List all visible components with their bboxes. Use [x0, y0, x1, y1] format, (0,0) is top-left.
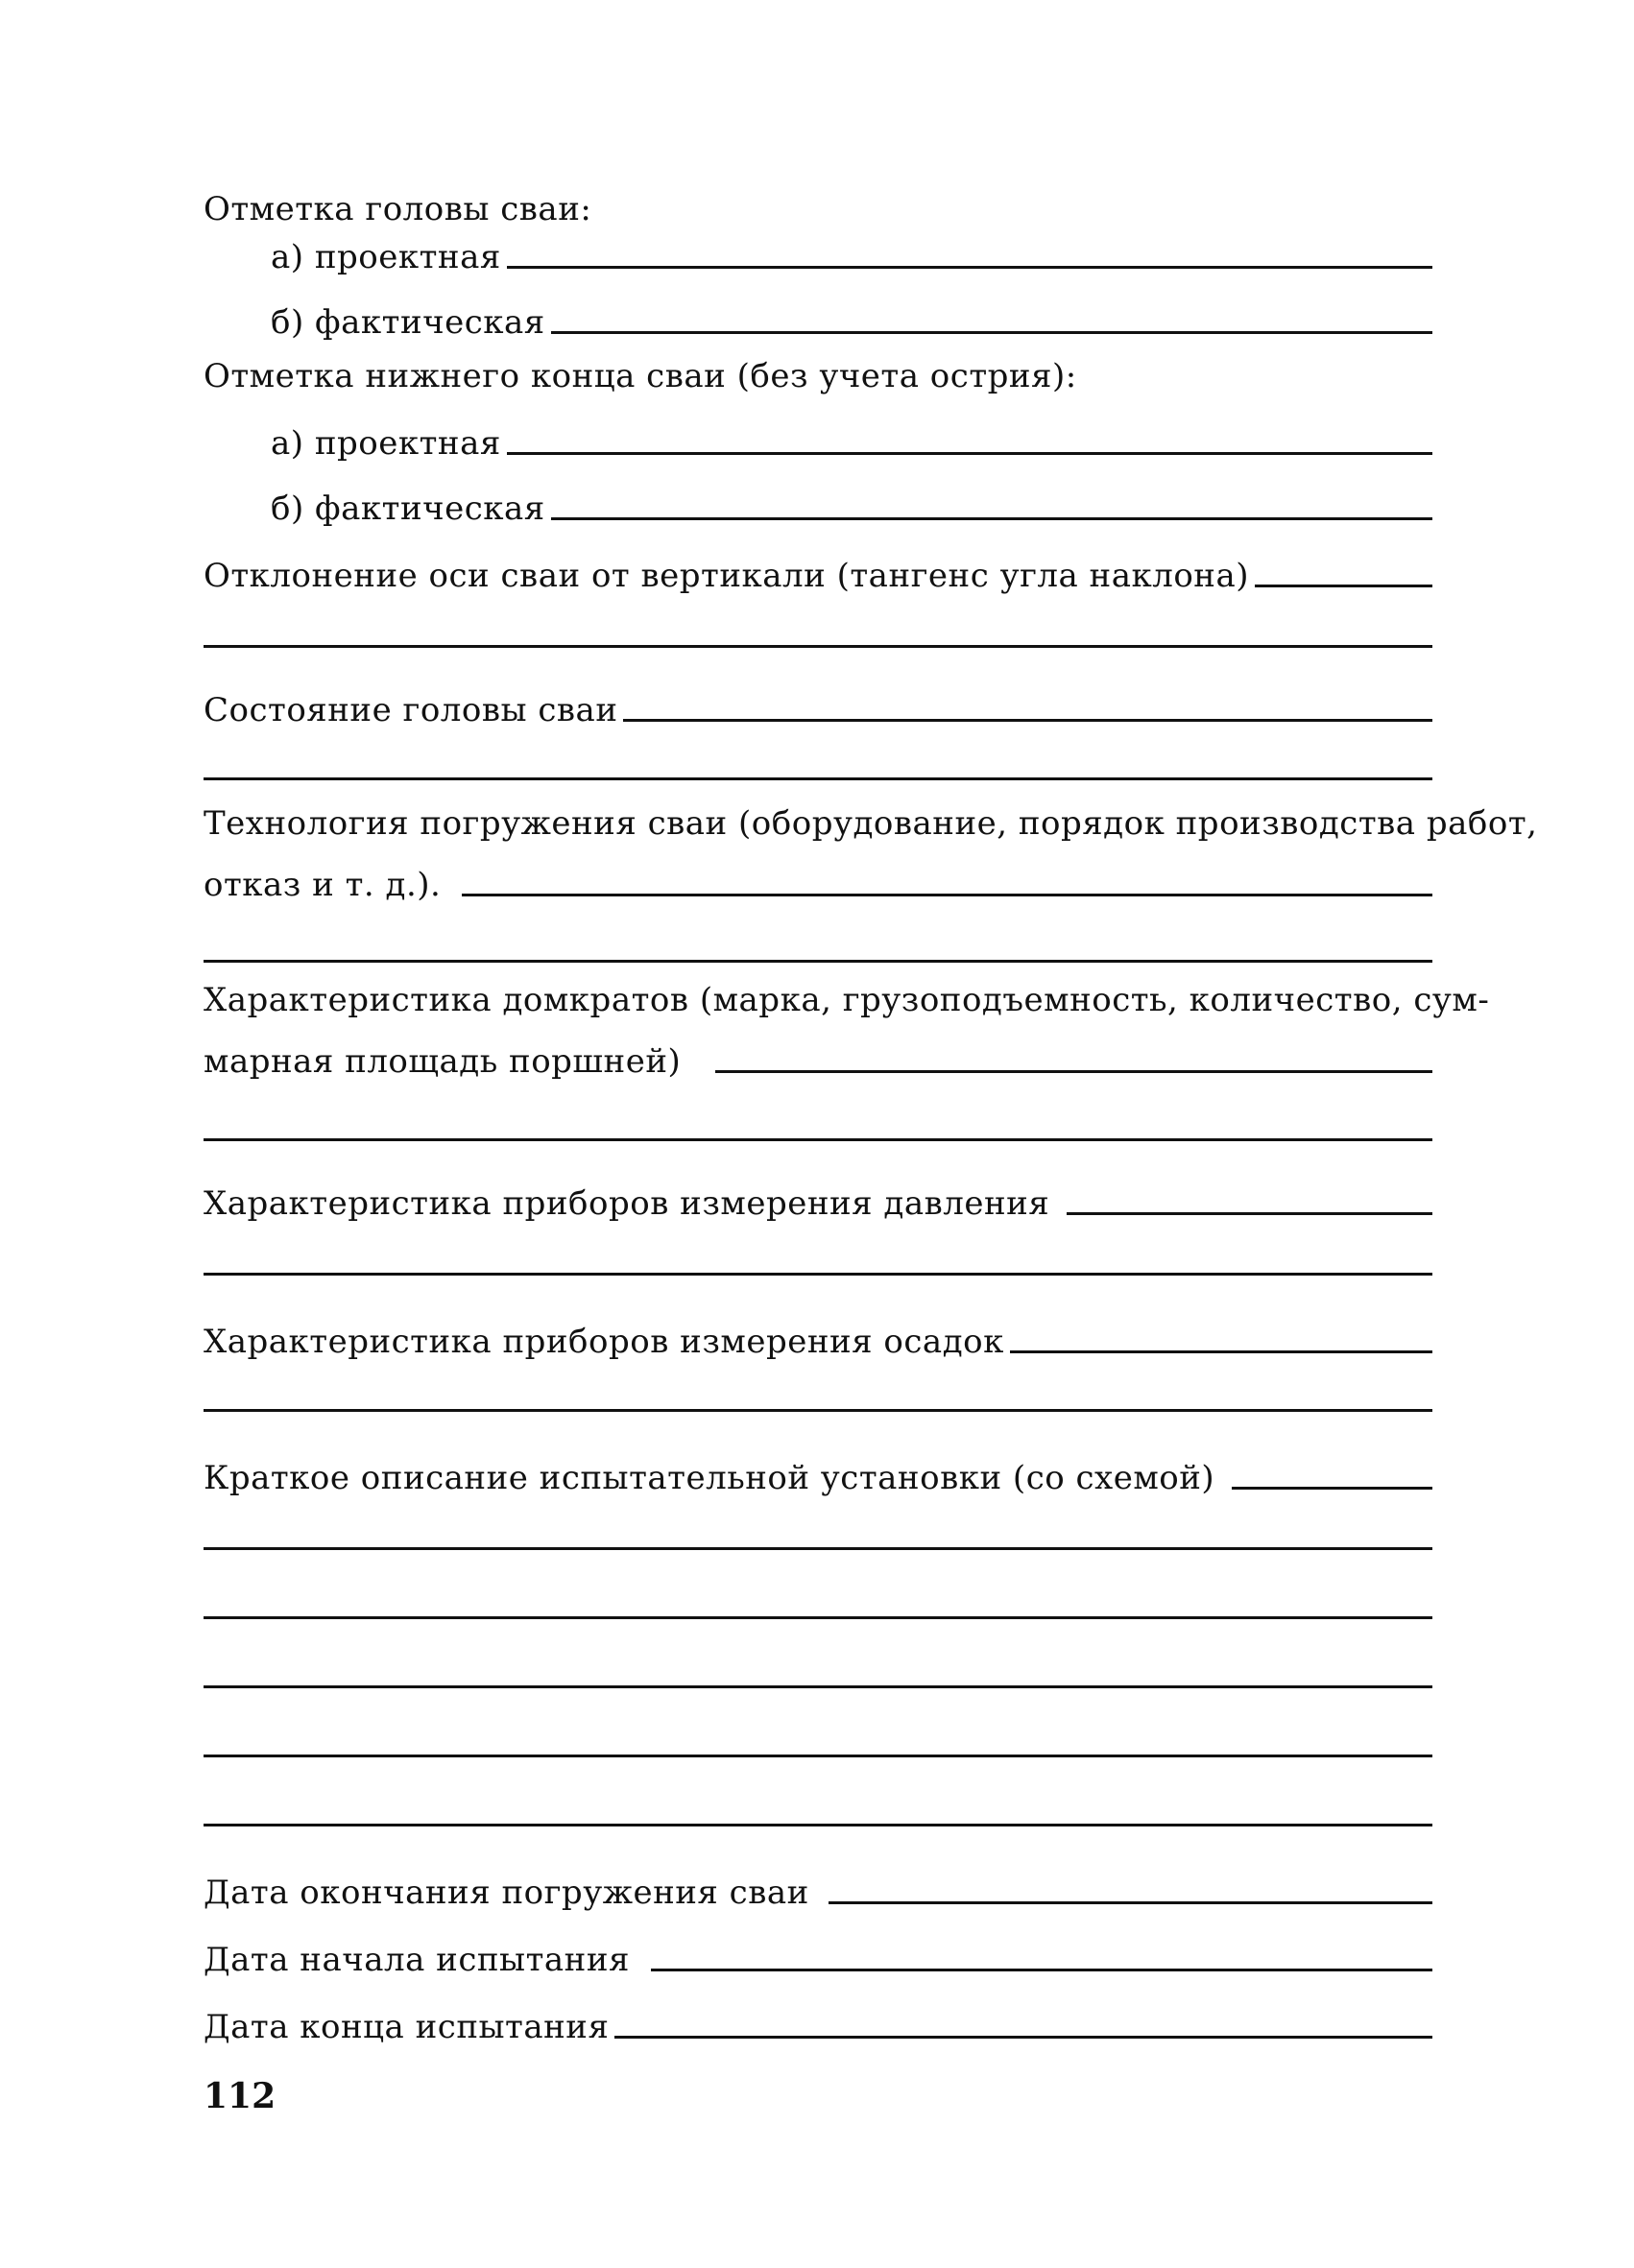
driving-end-date-field[interactable]: [829, 1901, 1432, 1904]
axis-deviation-row: [204, 547, 1432, 597]
driving-technology-row: [204, 856, 1432, 906]
head-elevation-label: Отметка головы сваи:: [204, 190, 592, 228]
test-end-date-label: Дата конца испытания: [204, 2008, 610, 2046]
driving-technology-field[interactable]: [462, 894, 1432, 896]
driving-end-date-label: Дата окончания погружения сваи: [204, 1874, 809, 1912]
toe-elevation-heading: [204, 347, 1432, 397]
jacks-line2: марная площадь поршней): [204, 1042, 682, 1081]
test-end-date-row: [204, 1998, 1432, 2048]
jacks-line1: Характеристика домкратов (марка, грузоподъемность, количество, сум-: [204, 981, 1490, 1019]
settlement-instruments-label: Характеристика приборов измерения осадок: [204, 1323, 1004, 1361]
test-setup-row: [204, 1449, 1432, 1499]
test-setup-field[interactable]: [1232, 1487, 1432, 1490]
head-condition-extra-line[interactable]: [204, 777, 1432, 780]
driving-end-date-row: [204, 1864, 1432, 1914]
pressure-instruments-extra-line[interactable]: [204, 1273, 1432, 1276]
jacks-extra-line[interactable]: [204, 1138, 1432, 1141]
test-setup-line-5[interactable]: [204, 1824, 1432, 1826]
toe-elevation-design-row: [271, 415, 1432, 465]
test-setup-line-2[interactable]: [204, 1616, 1432, 1619]
driving-technology-line1: Технология погружения сваи (оборудование, порядок производства работ,: [204, 804, 1538, 843]
head-elevation-design-field[interactable]: [507, 266, 1432, 269]
toe-elevation-design-label: а) проектная: [271, 424, 501, 463]
driving-technology-extra-line[interactable]: [204, 960, 1432, 963]
pressure-instruments-field[interactable]: [1067, 1212, 1432, 1215]
page-number: 112: [204, 2076, 276, 2116]
toe-elevation-actual-label: б) фактическая: [271, 489, 545, 528]
test-setup-line-3[interactable]: [204, 1685, 1432, 1688]
head-elevation-actual-label: б) фактическая: [271, 303, 545, 342]
jacks-row: [204, 1033, 1432, 1083]
settlement-instruments-field[interactable]: [1010, 1350, 1432, 1353]
toe-elevation-actual-field[interactable]: [551, 517, 1432, 520]
head-elevation-design-row: [271, 228, 1432, 278]
test-setup-line-1[interactable]: [204, 1547, 1432, 1550]
settlement-instruments-row: [204, 1313, 1432, 1363]
test-setup-label: Краткое описание испытательной установки (со схемой): [204, 1459, 1215, 1497]
pressure-instruments-label: Характеристика приборов измерения давления: [204, 1184, 1050, 1223]
driving-technology-line2: отказ и т. д.).: [204, 866, 442, 904]
head-elevation-design-label: а) проектная: [271, 238, 501, 276]
head-condition-label: Состояние головы сваи: [204, 691, 618, 729]
test-start-date-field[interactable]: [651, 1969, 1432, 1971]
test-setup-line-4[interactable]: [204, 1755, 1432, 1757]
axis-deviation-extra-line[interactable]: [204, 645, 1432, 648]
settlement-instruments-extra-line[interactable]: [204, 1409, 1432, 1412]
toe-elevation-design-field[interactable]: [507, 452, 1432, 455]
axis-deviation-label: Отклонение оси сваи от вертикали (тангенс угла наклона): [204, 557, 1250, 595]
axis-deviation-field[interactable]: [1255, 585, 1432, 587]
head-condition-row: [204, 681, 1432, 731]
test-start-date-label: Дата начала испытания: [204, 1941, 630, 1979]
jacks-field[interactable]: [715, 1070, 1432, 1073]
head-elevation-heading: [204, 180, 1432, 230]
toe-elevation-actual-row: [271, 480, 1432, 530]
head-elevation-actual-field[interactable]: [551, 331, 1432, 334]
pressure-instruments-row: [204, 1175, 1432, 1225]
head-condition-field[interactable]: [623, 719, 1432, 722]
test-start-date-row: [204, 1931, 1432, 1981]
head-elevation-actual-row: [271, 294, 1432, 344]
test-end-date-field[interactable]: [614, 2036, 1432, 2039]
toe-elevation-label: Отметка нижнего конца сваи (без учета острия):: [204, 357, 1077, 395]
